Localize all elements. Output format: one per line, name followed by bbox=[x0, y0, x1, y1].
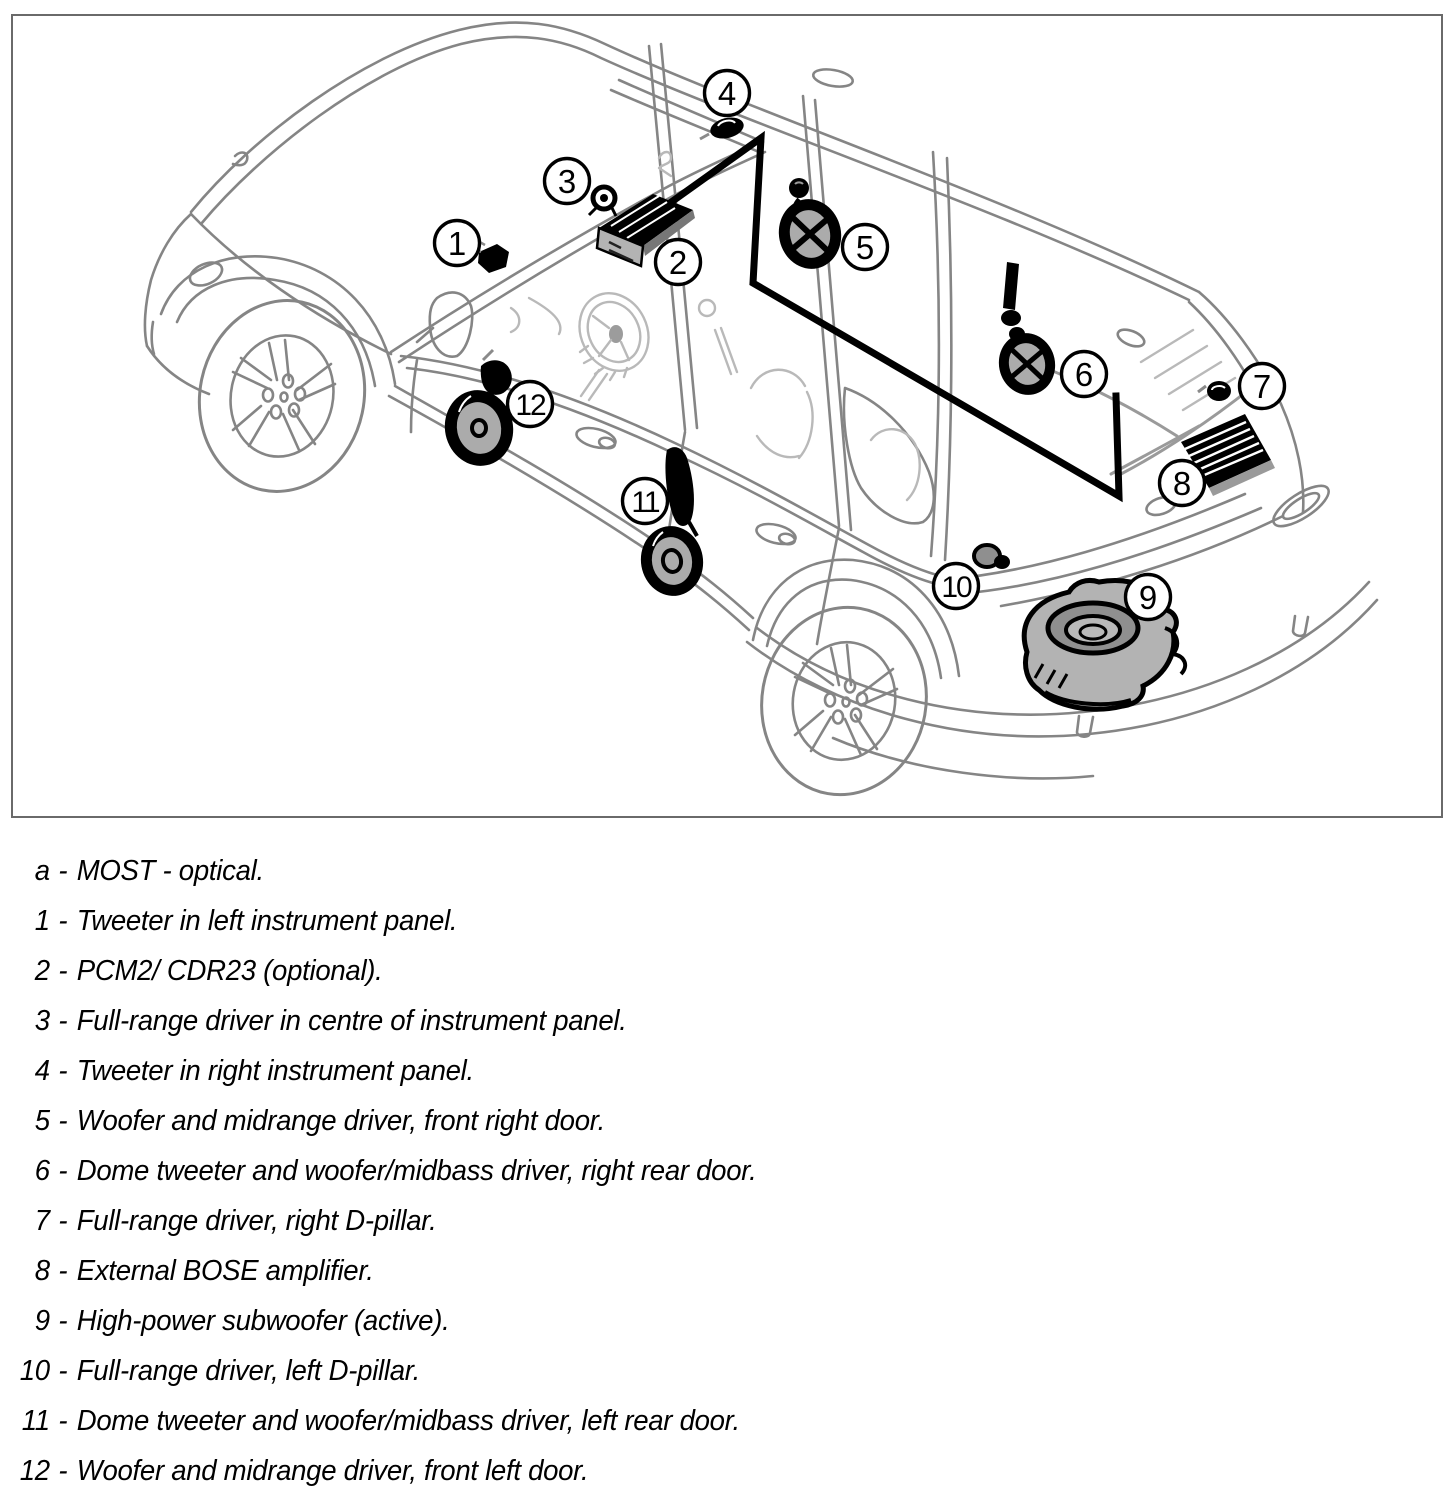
legend-item bbox=[8, 996, 1367, 1046]
legend-item-text: Woofer and midrange driver, front left door. bbox=[76, 1455, 589, 1487]
callout-number: 3 bbox=[557, 163, 577, 200]
callout-tweeter-left-instrument-panel bbox=[435, 221, 480, 266]
legend-item-separator: - bbox=[58, 1405, 68, 1437]
legend-item bbox=[8, 1396, 1367, 1446]
legend bbox=[8, 846, 1367, 1496]
legend-item bbox=[8, 1446, 1367, 1496]
legend-item-separator: - bbox=[58, 1005, 68, 1037]
legend-item-separator: - bbox=[58, 905, 68, 937]
legend-item-separator: - bbox=[58, 1155, 68, 1187]
legend-item-separator: - bbox=[58, 1055, 68, 1087]
legend-item-text: Full-range driver in centre of instrument panel. bbox=[76, 1005, 627, 1037]
callout-subwoofer bbox=[1126, 575, 1171, 620]
callout-number: 10 bbox=[941, 571, 971, 604]
legend-item-text: Full-range driver, left D-pillar. bbox=[76, 1355, 420, 1387]
rear-right-door-speaker-component bbox=[993, 262, 1061, 400]
legend-item-separator: - bbox=[58, 1205, 68, 1237]
legend-item-text: High-power subwoofer (active). bbox=[76, 1305, 450, 1337]
callout-full-range-left-d-pillar bbox=[934, 564, 979, 609]
car-speaker-diagram bbox=[13, 16, 1441, 816]
legend-item-label: 11 bbox=[21, 1405, 50, 1437]
callout-number: 8 bbox=[1172, 465, 1192, 502]
legend-item-text: Woofer and midrange driver, front right door. bbox=[76, 1105, 605, 1137]
callout-number: 1 bbox=[447, 225, 467, 262]
legend-item-label: 2 bbox=[34, 955, 50, 987]
legend-item-label: 12 bbox=[19, 1455, 50, 1487]
legend-item-text: MOST - optical. bbox=[76, 855, 264, 887]
legend-item bbox=[8, 1146, 1367, 1196]
left-d-pillar-driver-component bbox=[974, 545, 1010, 569]
callout-pcm2-cdr23 bbox=[656, 240, 701, 285]
legend-item-text: PCM2/ CDR23 (optional). bbox=[76, 955, 383, 987]
legend-item-separator: - bbox=[58, 1455, 68, 1487]
legend-item-label: a bbox=[34, 855, 50, 887]
callout-number: 2 bbox=[668, 244, 688, 281]
diagram-frame bbox=[11, 14, 1443, 818]
legend-item-separator: - bbox=[58, 1105, 68, 1137]
legend-item bbox=[8, 896, 1367, 946]
legend-item-separator: - bbox=[58, 1355, 68, 1387]
callout-number: 11 bbox=[631, 486, 659, 519]
legend-item-label: 5 bbox=[34, 1105, 50, 1137]
legend-item-text: Tweeter in right instrument panel. bbox=[76, 1055, 474, 1087]
callout-number: 6 bbox=[1074, 356, 1094, 393]
most-optical-cable bbox=[663, 138, 1119, 496]
callout-rear-left-door-speakers bbox=[623, 479, 668, 524]
legend-item-separator: - bbox=[58, 1255, 68, 1287]
callout-woofer-front-right-door bbox=[843, 225, 888, 270]
legend-item bbox=[8, 1196, 1367, 1246]
legend-item-label: 7 bbox=[34, 1205, 50, 1237]
legend-item bbox=[8, 1296, 1367, 1346]
legend-item bbox=[8, 1046, 1367, 1096]
legend-item-label: 10 bbox=[19, 1355, 50, 1387]
legend-item-label: 6 bbox=[34, 1155, 50, 1187]
callout-number: 5 bbox=[855, 229, 875, 266]
callout-rear-right-door-speakers bbox=[1062, 352, 1107, 397]
legend-item-label: 9 bbox=[34, 1305, 50, 1337]
legend-item bbox=[8, 1096, 1367, 1146]
legend-item bbox=[8, 1346, 1367, 1396]
legend-item-label: 1 bbox=[34, 905, 50, 937]
taillight bbox=[1268, 479, 1335, 534]
legend-item-label: 8 bbox=[34, 1255, 50, 1287]
legend-item-text: Dome tweeter and woofer/midbass driver, left rear door. bbox=[76, 1405, 740, 1437]
legend-item-separator: - bbox=[58, 855, 68, 887]
legend-item-label: 3 bbox=[34, 1005, 50, 1037]
callout-number: 9 bbox=[1138, 579, 1158, 616]
callout-number: 12 bbox=[515, 389, 545, 422]
callout-number: 7 bbox=[1252, 368, 1272, 405]
callout-number: 4 bbox=[717, 75, 737, 112]
callout-full-range-right-d-pillar bbox=[1240, 364, 1285, 409]
full-range-centre-component bbox=[589, 187, 616, 216]
interior-sketch bbox=[511, 152, 1235, 500]
legend-item-label: 4 bbox=[34, 1055, 50, 1087]
callout-woofer-front-left-door bbox=[508, 382, 553, 427]
callout-tweeter-right-instrument-panel bbox=[705, 71, 750, 116]
legend-item-text: Full-range driver, right D-pillar. bbox=[76, 1205, 437, 1237]
legend-item bbox=[8, 846, 1367, 896]
legend-item-text: External BOSE amplifier. bbox=[76, 1255, 374, 1287]
legend-item-text: Tweeter in left instrument panel. bbox=[76, 905, 458, 937]
callout-bose-amplifier bbox=[1160, 461, 1205, 506]
legend-item-separator: - bbox=[58, 1305, 68, 1337]
legend-item-separator: - bbox=[58, 955, 68, 987]
callout-full-range-centre bbox=[545, 159, 590, 204]
side-mirror bbox=[430, 292, 472, 356]
legend-item bbox=[8, 946, 1367, 996]
legend-item-text: Dome tweeter and woofer/midbass driver, right rear door. bbox=[76, 1155, 757, 1187]
legend-item bbox=[8, 1246, 1367, 1296]
